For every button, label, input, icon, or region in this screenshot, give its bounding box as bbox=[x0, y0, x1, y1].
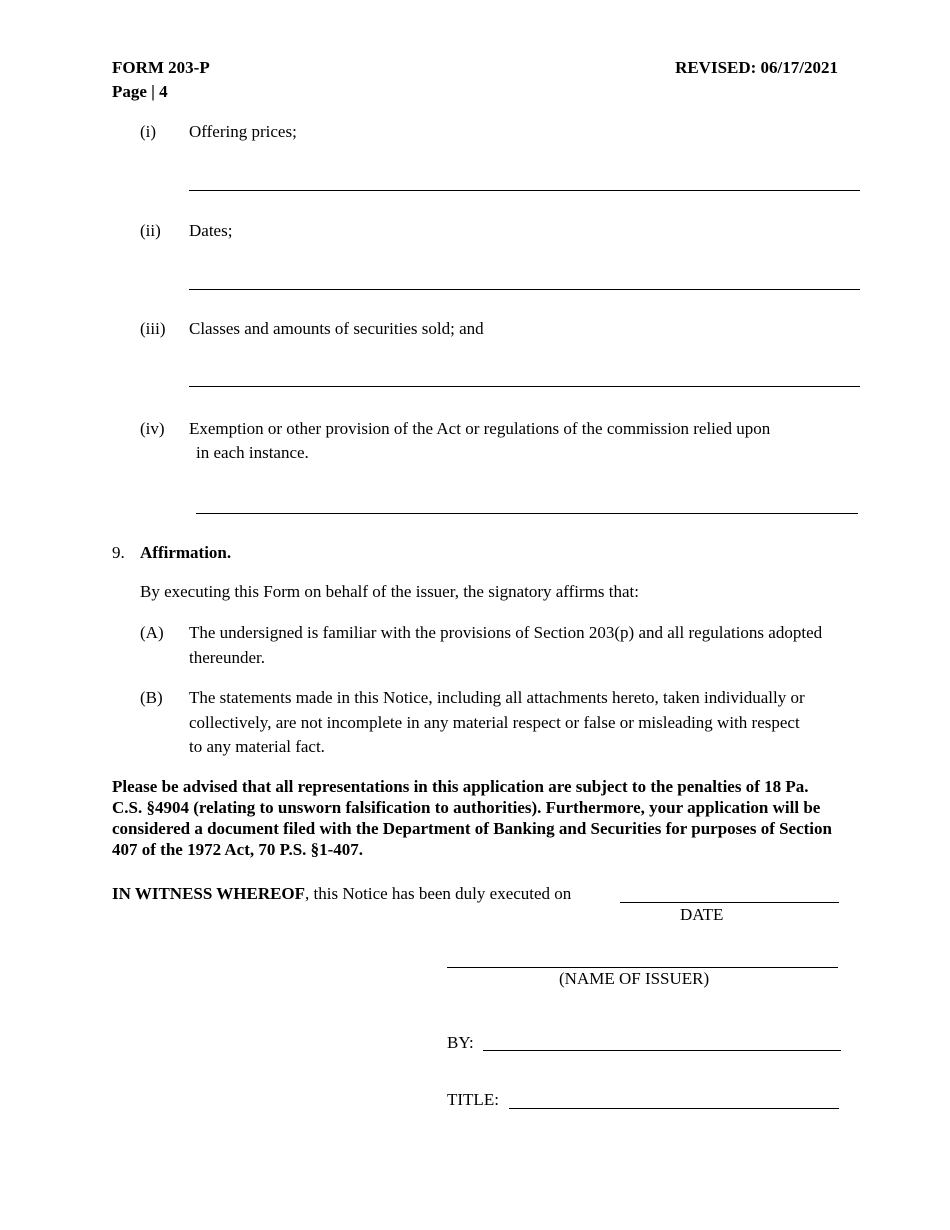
item-i-number: (i) bbox=[140, 122, 157, 141]
item-i-answer-line[interactable] bbox=[189, 190, 860, 191]
item-ii-number: (ii) bbox=[140, 221, 161, 240]
clause-b-label: (B) bbox=[140, 688, 163, 707]
title-label: TITLE: bbox=[447, 1090, 499, 1109]
item-iv-number: (iv) bbox=[140, 419, 165, 438]
issuer-name-label: (NAME OF ISSUER) bbox=[559, 969, 710, 988]
page-number: Page | 4 bbox=[112, 82, 168, 101]
item-ii-answer-line[interactable] bbox=[189, 289, 860, 290]
item-i-label: Offering prices; bbox=[189, 122, 297, 141]
witness-statement bbox=[112, 884, 571, 904]
title-signature-line[interactable] bbox=[509, 1108, 839, 1109]
section-heading: Affirmation. bbox=[140, 543, 232, 562]
date-label: DATE bbox=[680, 905, 724, 924]
clause-a-text: The undersigned is familiar with the provisions of Section 203(p) and all regulations adopted thereunder. bbox=[189, 623, 823, 667]
item-iv-answer-line[interactable] bbox=[196, 513, 858, 514]
witness-lead: IN WITNESS WHEREOF bbox=[112, 884, 306, 903]
item-iii-answer-line[interactable] bbox=[189, 386, 860, 387]
by-label: BY: bbox=[447, 1033, 474, 1052]
item-ii-label: Dates; bbox=[189, 221, 233, 240]
clause-b-text: The statements made in this Notice, including all attachments hereto, taken individually or collectively, are not incomplete in any material respect or false or misleading with respect to any material fact. bbox=[189, 688, 805, 756]
by-signature-line[interactable] bbox=[483, 1050, 841, 1051]
item-iii-number: (iii) bbox=[140, 319, 166, 338]
item-iv-label-line2: in each instance. bbox=[196, 443, 309, 462]
affirmation-intro: By executing this Form on behalf of the issuer, the signatory affirms that: bbox=[140, 582, 639, 601]
penalty-notice: Please be advised that all representations in this application are subject to the penalties of 18 Pa. C.S. §4904 (relating to unsworn falsification to authorities). Furthermore, your application will be considered a document filed with the Department of Banking and Securities for purposes of Section 407 of the 1972 Act, 70 P.S. §1-407. bbox=[112, 777, 832, 859]
form-id: FORM 203-P bbox=[112, 58, 210, 77]
item-iv-label-line1: Exemption or other provision of the Act or regulations of the commission relied upon bbox=[189, 419, 771, 438]
section-number: 9. bbox=[112, 543, 125, 562]
issuer-name-line[interactable] bbox=[447, 967, 838, 968]
clause-a-label: (A) bbox=[140, 623, 164, 642]
witness-rest: , this Notice has been duly executed on bbox=[305, 884, 572, 903]
revised-date: REVISED: 06/17/2021 bbox=[675, 58, 838, 77]
item-iii-label: Classes and amounts of securities sold; and bbox=[189, 319, 484, 338]
date-signature-line[interactable] bbox=[620, 902, 839, 903]
